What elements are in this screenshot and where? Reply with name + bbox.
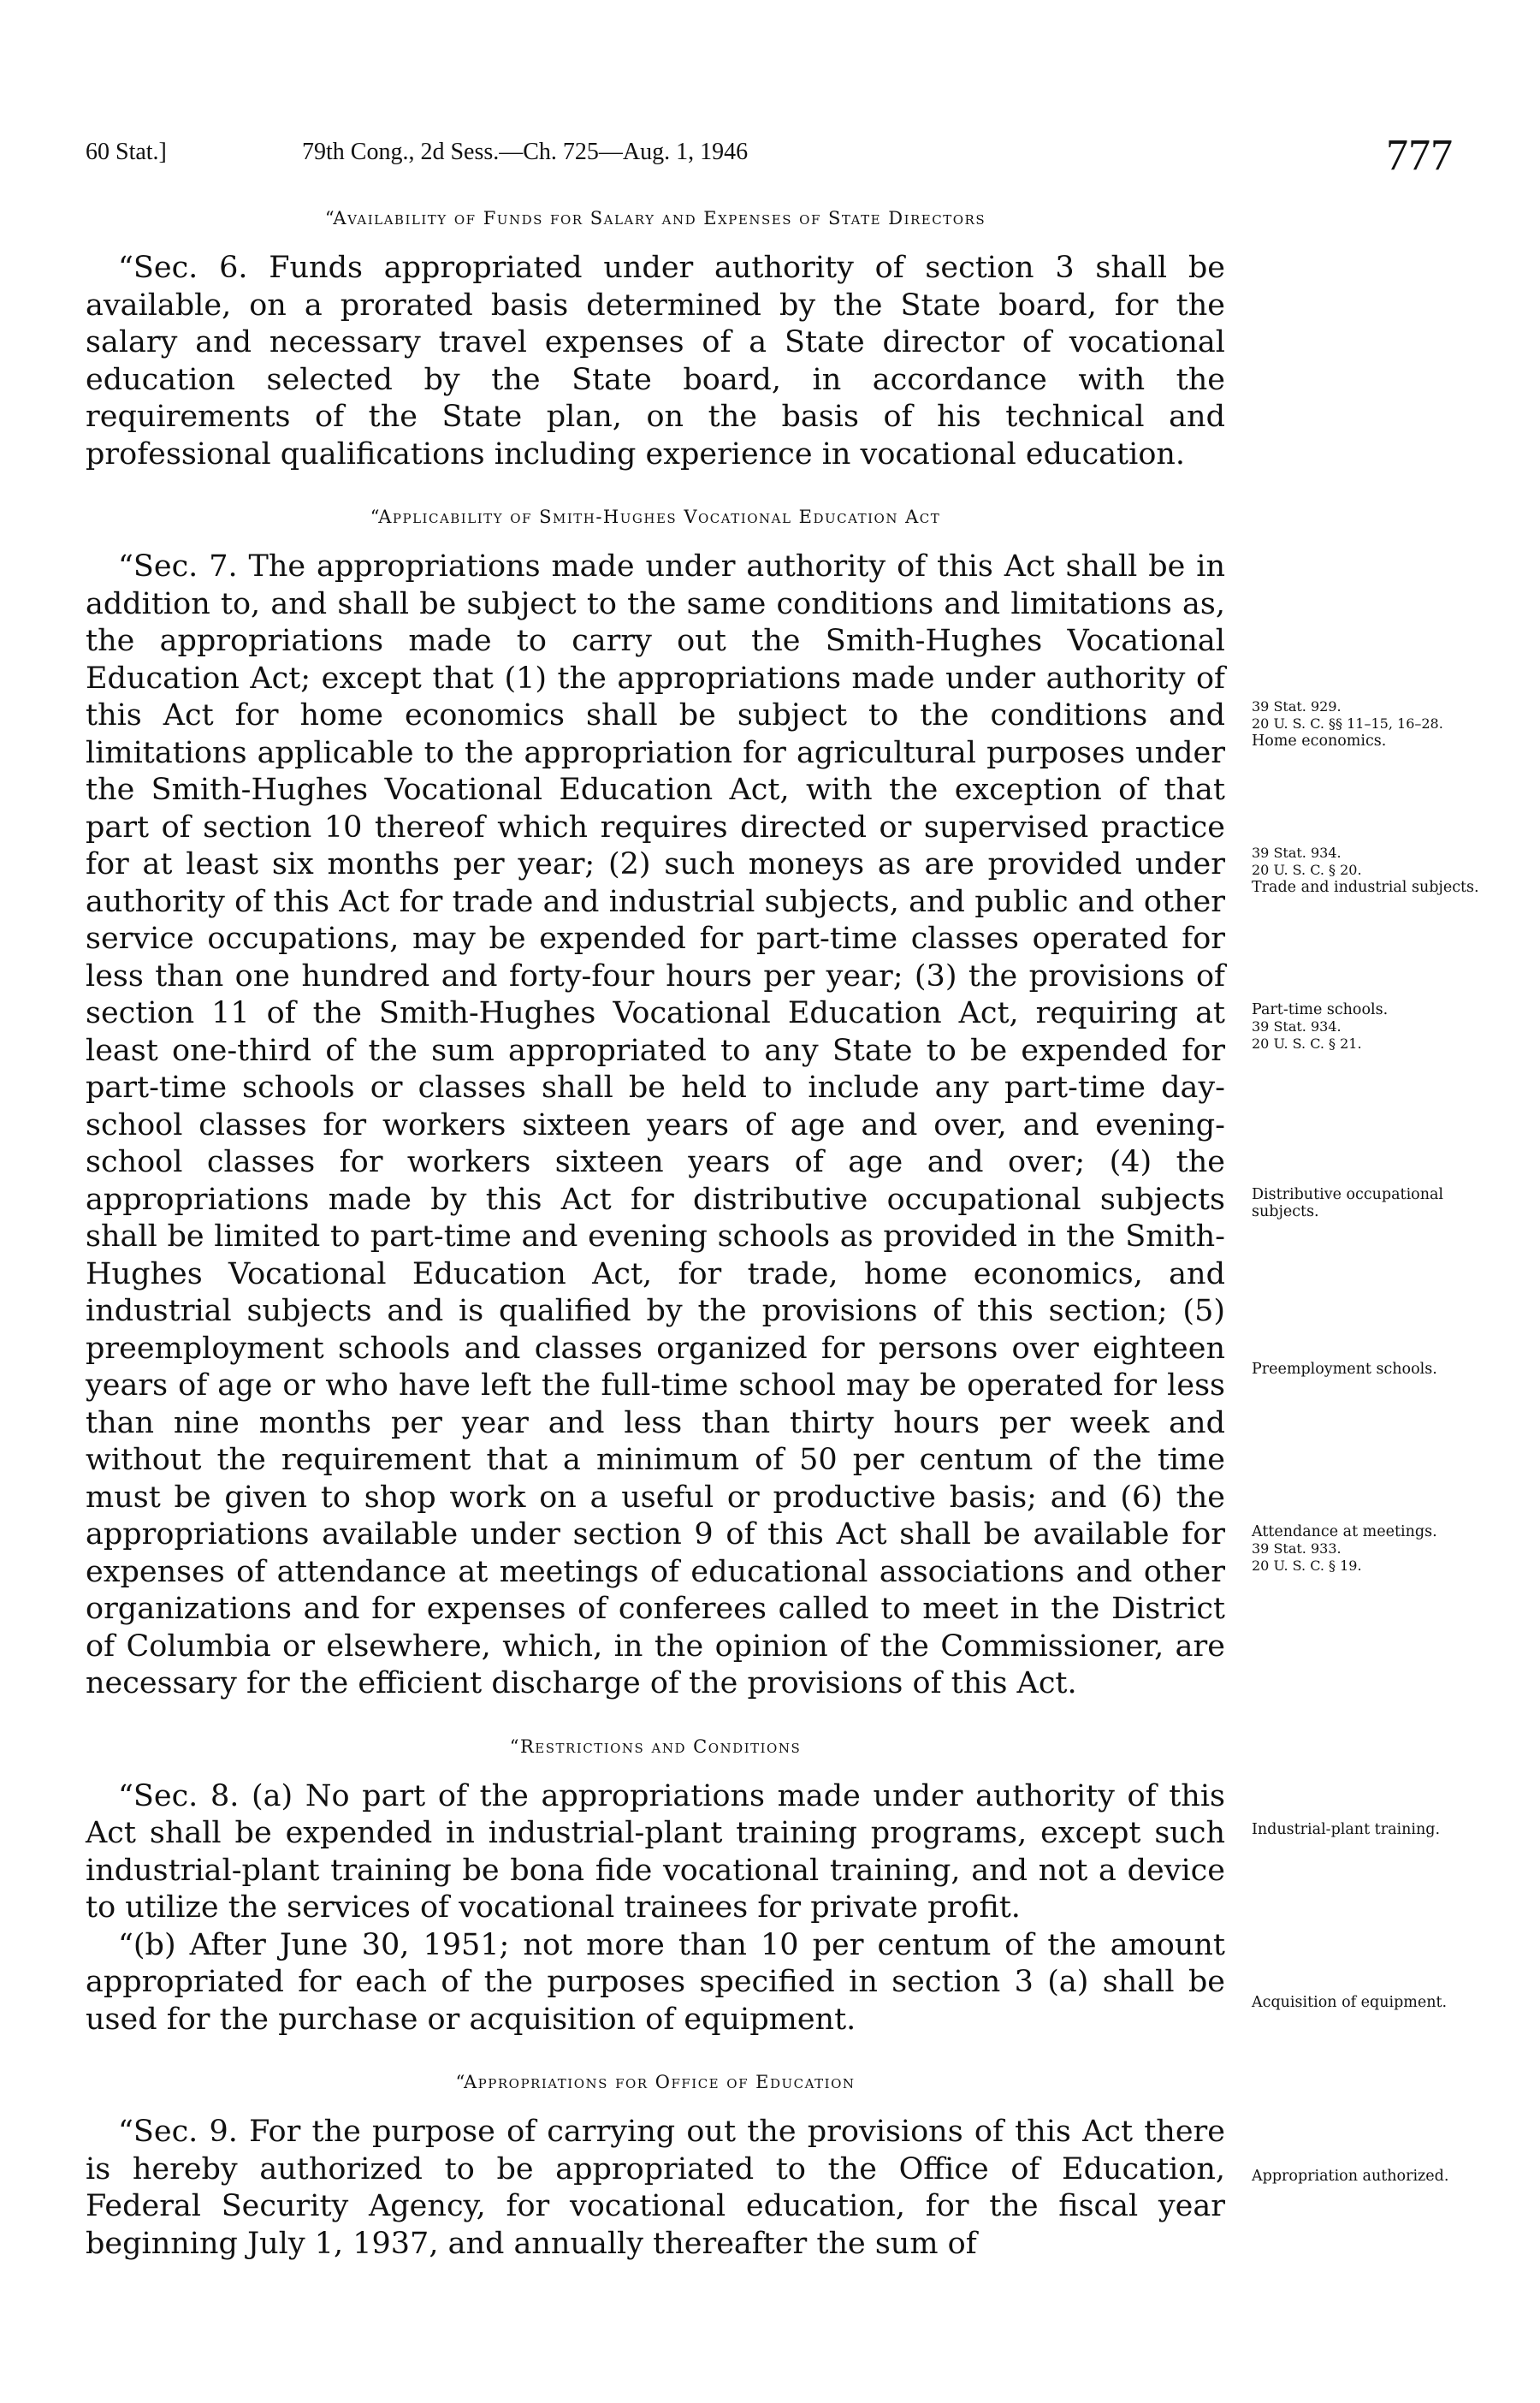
section-title-6: “Availability of Funds for Salary and Expenses of State Directors	[324, 208, 986, 228]
margin-note-line: 39 Stat. 933.	[1252, 1540, 1342, 1557]
margin-note-line: 39 Stat. 934.	[1252, 845, 1342, 861]
margin-note-trade-industrial	[1252, 845, 1496, 896]
margin-note-line: Industrial-plant training.	[1252, 1821, 1441, 1838]
margin-note-preemployment	[1252, 1361, 1496, 1378]
main-text-column	[86, 205, 1225, 2263]
margin-note-attendance	[1252, 1523, 1496, 1575]
margin-note-line: 20 U. S. C. § 19.	[1252, 1558, 1362, 1574]
margin-note-appropriation	[1252, 2168, 1496, 2185]
section-title-7: “Applicability of Smith-Hughes Vocational Education Act	[370, 507, 941, 527]
margin-note-line: Acquisition of equipment.	[1252, 1994, 1448, 2011]
margin-note-line: 20 U. S. C. § 21.	[1252, 1035, 1362, 1052]
section-title-8: “Restrictions and Conditions	[509, 1736, 802, 1757]
header-volume: 60 Stat.]	[86, 139, 167, 165]
margin-note-line: 20 U. S. C. §§ 11–15, 16–28.	[1252, 715, 1443, 732]
margin-note-part-time-schools	[1252, 1001, 1496, 1053]
margin-note-home-economics	[1252, 698, 1496, 750]
margin-note-line: Trade and industrial subjects.	[1252, 879, 1479, 896]
margin-note-line: Preemployment schools.	[1252, 1361, 1437, 1378]
sec-9-paragraph: “Sec. 9. For the purpose of carrying out the provisions of this Act there is hereby authorized to be appropriated to the Office of Education, Federal Security Agency, for vocational education, for the fiscal year beginning July 1, 1937, and annually thereafter the sum of	[86, 2115, 1225, 2261]
sec-8a-paragraph: “Sec. 8. (a) No part of the appropriations made under authority of this Act shall be expended in industrial-plant training programs, except such industrial-plant training be bona fide vocational training, and not a device to utilize the services of vocational trainees for private profit.	[86, 1778, 1225, 1925]
margin-note-line: Home economics.	[1252, 733, 1387, 750]
margin-note-line: Appropriation authorized.	[1252, 2168, 1449, 2185]
margin-note-line: 20 U. S. C. § 20.	[1252, 862, 1362, 878]
margin-note-equipment	[1252, 1994, 1496, 2011]
margin-note-line: 39 Stat. 929.	[1252, 698, 1342, 715]
margin-note-line: 39 Stat. 934.	[1252, 1018, 1342, 1035]
margin-note-line: Attendance at meetings.	[1252, 1523, 1437, 1540]
sec-7-paragraph: “Sec. 7. The appropriations made under authority of this Act shall be in addition to, and shall be subject to the same conditions and limitations as, the appropriations made to carry out the Smith-Hughes Vocational Education Act; except that (1) the appropriations made under authority of this Act for home economics shall be subject to the conditions and limitations applicable to the appropriation for agricultural purposes under the Smith-Hughes Vocational Education Act, with the exception of that part of section 10 thereof which requires directed or supervised practice for at least six months per year; (2) such moneys as are provided under authority of this Act for trade and industrial subjects, and public and other service occupations, may be expended for part-time classes operated for less than one hundred and forty-four hours per year; (3) the provisions of section 11 of the Smith-Hughes Vocational Education Act, requiring at least one-third of the sum appropriated to any State to be expended for part-time schools or classes shall be held to include any part-time day-school classes for workers sixteen years of age and over, and evening-school classes for workers sixteen years of age and over; (4) the appropriations made by this Act for distributive occupational subjects shall be limited to part-time and evening schools as provided in the Smith-Hughes Vocational Education Act, for trade, home economics, and industrial subjects and is qualified by the provisions of this section; (5) preemployment schools and classes organized for persons over eighteen years of age or who have left the full-time school may be operated for less than nine months per year and less than thirty hours per week and without the requirement that a minimum of 50 per centum of the time must be given to shop work on a useful or productive basis; and (6) the appropriations available under section 9 of this Act shall be available for expenses of attendance at meetings of educational associations and other organizations and for expenses of conferees called to meet in the District of Columbia or elsewhere, which, in the opinion of the Commissioner, are necessary for the efficient discharge of the provisions of this Act.	[86, 549, 1225, 1700]
margin-note-line: Part-time schools.	[1252, 1001, 1389, 1018]
margin-note-industrial-plant	[1252, 1821, 1496, 1838]
header-session: 79th Cong., 2d Sess.—Ch. 725—Aug. 1, 1946	[302, 139, 749, 165]
margin-note-distributive	[1252, 1186, 1496, 1220]
margin-note-line: Distributive occupational subjects.	[1252, 1186, 1444, 1220]
sec-8b-paragraph: “(b) After June 30, 1951; not more than 10 per centum of the amount appropriated for each of the purposes specified in section 3 (a) shall be used for the purchase or acquisition of equipment.	[86, 1927, 1225, 2037]
page-number: 777	[1386, 131, 1453, 180]
section-title-9: “Appropriations for Office of Education	[455, 2072, 856, 2092]
sec-6-paragraph: “Sec. 6. Funds appropriated under authority of section 3 shall be available, on a prorated basis determined by the State board, for the salary and necessary travel expenses of a State director of vocational education selected by the State board, in accordance with the requirements of the State plan, on the basis of his technical and professional qualifications including experience in vocational education.	[86, 251, 1225, 472]
